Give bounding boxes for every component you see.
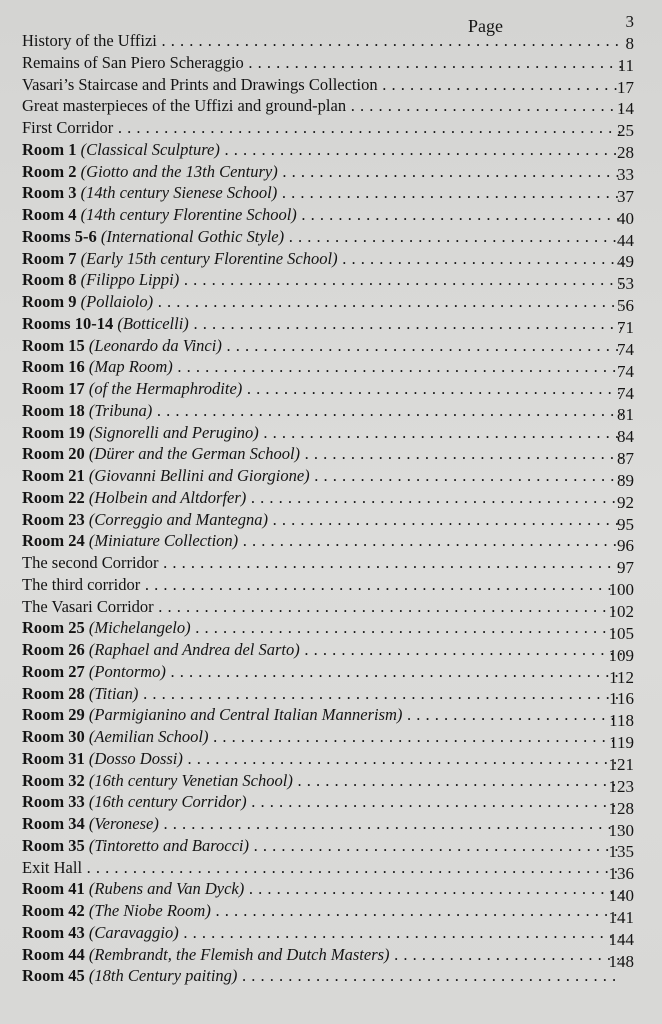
toc-room-subtitle: (Rembrandt, the Flemish and Dutch Masters): [88, 944, 390, 964]
page-number: 136: [608, 864, 634, 884]
toc-room-label: Room 34: [22, 814, 85, 833]
toc-room-subtitle: (Rubens and Van Dyck): [88, 879, 245, 899]
toc-room-subtitle: (Tintoretto and Barocci): [88, 835, 250, 855]
toc-room-label: Room 20: [22, 444, 85, 464]
toc-room-label: Room 23: [22, 509, 85, 529]
toc-room-label: Room 15: [22, 335, 85, 355]
toc-room-label: Room 43: [22, 922, 85, 942]
page-number: 81: [617, 405, 634, 425]
toc-room-label: Room 30: [22, 727, 85, 746]
toc-room-subtitle: (16th century Venetian School): [88, 770, 293, 790]
page-column-header: Page: [468, 16, 503, 36]
toc-room-label: Room 32: [22, 770, 85, 790]
page-number: 53: [617, 274, 634, 294]
toc-room-label: Room 1: [22, 139, 77, 159]
toc-room-subtitle: (Aemilian School): [88, 727, 209, 746]
toc-room-subtitle: (Raphael and Andrea del Sarto): [88, 640, 300, 659]
page-number: 8: [625, 33, 634, 53]
page-number: 135: [608, 842, 634, 862]
page-number: 44: [617, 230, 634, 250]
page-number: 128: [608, 798, 634, 818]
page-number: 84: [617, 427, 634, 447]
toc-room-label: Room 24: [22, 531, 85, 551]
page-number: 116: [609, 689, 634, 709]
toc-entry-title: The third corridor: [22, 574, 141, 594]
toc-room-label: Room 42: [22, 901, 85, 920]
toc-room-subtitle: (18th Century paiting): [88, 966, 238, 986]
page-number: 141: [608, 907, 634, 927]
page-number: 74: [617, 361, 634, 381]
toc-room-subtitle: (Classical Sculpture): [80, 139, 220, 159]
toc-room-subtitle: (Giovanni Bellini and Giorgione): [88, 466, 310, 485]
toc-room-label: Room 22: [22, 487, 85, 507]
page-number: 96: [617, 536, 634, 556]
page-number: 118: [609, 711, 634, 731]
toc-room-subtitle: (Leonardo da Vinci): [88, 335, 222, 355]
toc-room-subtitle: (Pontormo): [88, 661, 166, 681]
page-number: 95: [617, 514, 634, 534]
toc-room-label: Room 29: [22, 705, 85, 725]
toc-room-subtitle: (Veronese): [88, 814, 159, 833]
toc-room-subtitle: (16th century Corridor): [88, 792, 247, 812]
page-number: 37: [617, 186, 634, 206]
toc-room-label: Room 18: [22, 400, 85, 420]
page-number: 97: [617, 558, 634, 578]
page-number: 74: [617, 383, 634, 403]
toc-room-label: Room 7: [22, 248, 77, 268]
page-number: 130: [608, 820, 634, 840]
page-number: 121: [608, 754, 634, 774]
toc-room-label: Room 28: [22, 683, 85, 703]
toc-room-subtitle: (Holbein and Altdorfer): [88, 487, 247, 507]
toc-room-subtitle: (Pollaiolo): [80, 292, 154, 311]
toc-room-subtitle: (Signorelli and Perugino): [88, 422, 259, 442]
page-number: 102: [608, 602, 634, 621]
toc-room-label: Room 27: [22, 661, 85, 681]
page-number: 56: [617, 296, 634, 316]
toc-room-label: Room 25: [22, 618, 85, 638]
toc-room-subtitle: (The Niobe Room): [88, 901, 211, 920]
toc-room-label: Room 44: [22, 944, 85, 964]
toc-room-subtitle: (Caravaggio): [88, 922, 179, 942]
toc-room-label: Room 21: [22, 466, 85, 485]
page-number: 33: [617, 165, 634, 184]
toc-entry-title: The second Corridor: [22, 553, 159, 572]
page-number: 87: [617, 449, 634, 468]
page-number: 105: [608, 623, 634, 643]
toc-room-subtitle: (Botticelli): [117, 313, 189, 333]
toc-room-subtitle: (14th century Sienese School): [80, 183, 278, 203]
toc-room-label: Room 17: [22, 379, 85, 398]
toc-room-subtitle: (Filippo Lippi): [80, 270, 180, 290]
toc-room-label: Room 33: [22, 792, 85, 812]
toc-room-subtitle: (of the Hermaphrodite): [88, 379, 243, 398]
toc-room-label: Room 35: [22, 835, 85, 855]
toc-room-label: Room 2: [22, 161, 77, 181]
toc-room-subtitle: (Correggio and Mantegna): [88, 509, 268, 529]
toc-room-label: Room 19: [22, 422, 85, 442]
toc-room-subtitle: (Tribuna): [88, 400, 153, 420]
toc-room-subtitle: (Dürer and the German School): [88, 444, 301, 464]
page-number: 92: [617, 492, 634, 512]
page-number: 109: [608, 645, 634, 665]
toc-entry-title: History of the Uffizi: [22, 31, 157, 50]
page-number: 17: [617, 77, 634, 97]
page-number: 11: [617, 55, 634, 75]
page-number: 25: [617, 121, 634, 141]
toc-room-label: Room 26: [22, 640, 85, 659]
page-number: 112: [609, 667, 634, 687]
toc-entry-title: First Corridor: [22, 118, 114, 137]
toc-room-subtitle: (Early 15th century Florentine School): [80, 248, 338, 268]
toc-room-subtitle: (Parmigianino and Central Italian Mannerism): [88, 705, 403, 725]
page-number: 148: [608, 951, 634, 971]
page-number: 74: [617, 339, 634, 359]
toc-room-subtitle: (Map Room): [88, 357, 173, 377]
page-number: 100: [608, 580, 634, 600]
toc-room-label: Rooms 10-14: [22, 313, 114, 333]
page-number: 140: [608, 886, 634, 905]
toc-room-label: Rooms 5-6: [22, 226, 97, 246]
toc-room-subtitle: (International Gothic Style): [100, 226, 285, 246]
toc-entry-title: The Vasari Corridor: [22, 596, 154, 616]
toc-entry-title: Exit Hall: [22, 857, 83, 877]
toc-room-subtitle: (14th century Florentine School): [80, 205, 297, 224]
toc-entry-title: Great masterpieces of the Uffizi and ground-plan: [22, 96, 347, 116]
page-number: 71: [617, 317, 634, 337]
page-number: 3: [625, 12, 634, 31]
toc-room-label: Room 16: [22, 357, 85, 377]
toc-room-label: Room 41: [22, 879, 85, 899]
toc-room-subtitle: (Miniature Collection): [88, 531, 239, 551]
page-number: 89: [617, 470, 634, 490]
toc-room-subtitle: (Titian): [88, 683, 139, 703]
toc-room-label: Room 9: [22, 292, 77, 311]
toc-entry-title: Remains of San Piero Scheraggio: [22, 52, 244, 72]
toc-room-label: Room 31: [22, 748, 85, 768]
toc-room-subtitle: (Giotto and the 13th Century): [80, 161, 278, 181]
page-number: 144: [608, 929, 634, 949]
toc-room-label: Room 3: [22, 183, 77, 203]
page-number: 14: [617, 99, 634, 119]
toc-room-label: Room 45: [22, 966, 85, 986]
page-number: 40: [617, 208, 634, 228]
toc-room-subtitle: (Dosso Dossi): [88, 748, 183, 768]
toc-room-subtitle: (Michelangelo): [88, 618, 191, 638]
page-number: 28: [617, 143, 634, 163]
toc-room-label: Room 8: [22, 270, 77, 290]
page-number: 123: [608, 776, 634, 796]
toc-room-label: Room 4: [22, 205, 77, 224]
toc-entry-title: Vasari’s Staircase and Prints and Drawings Collection: [22, 74, 378, 94]
page-number: 49: [617, 252, 634, 272]
page-number: 119: [609, 733, 634, 753]
